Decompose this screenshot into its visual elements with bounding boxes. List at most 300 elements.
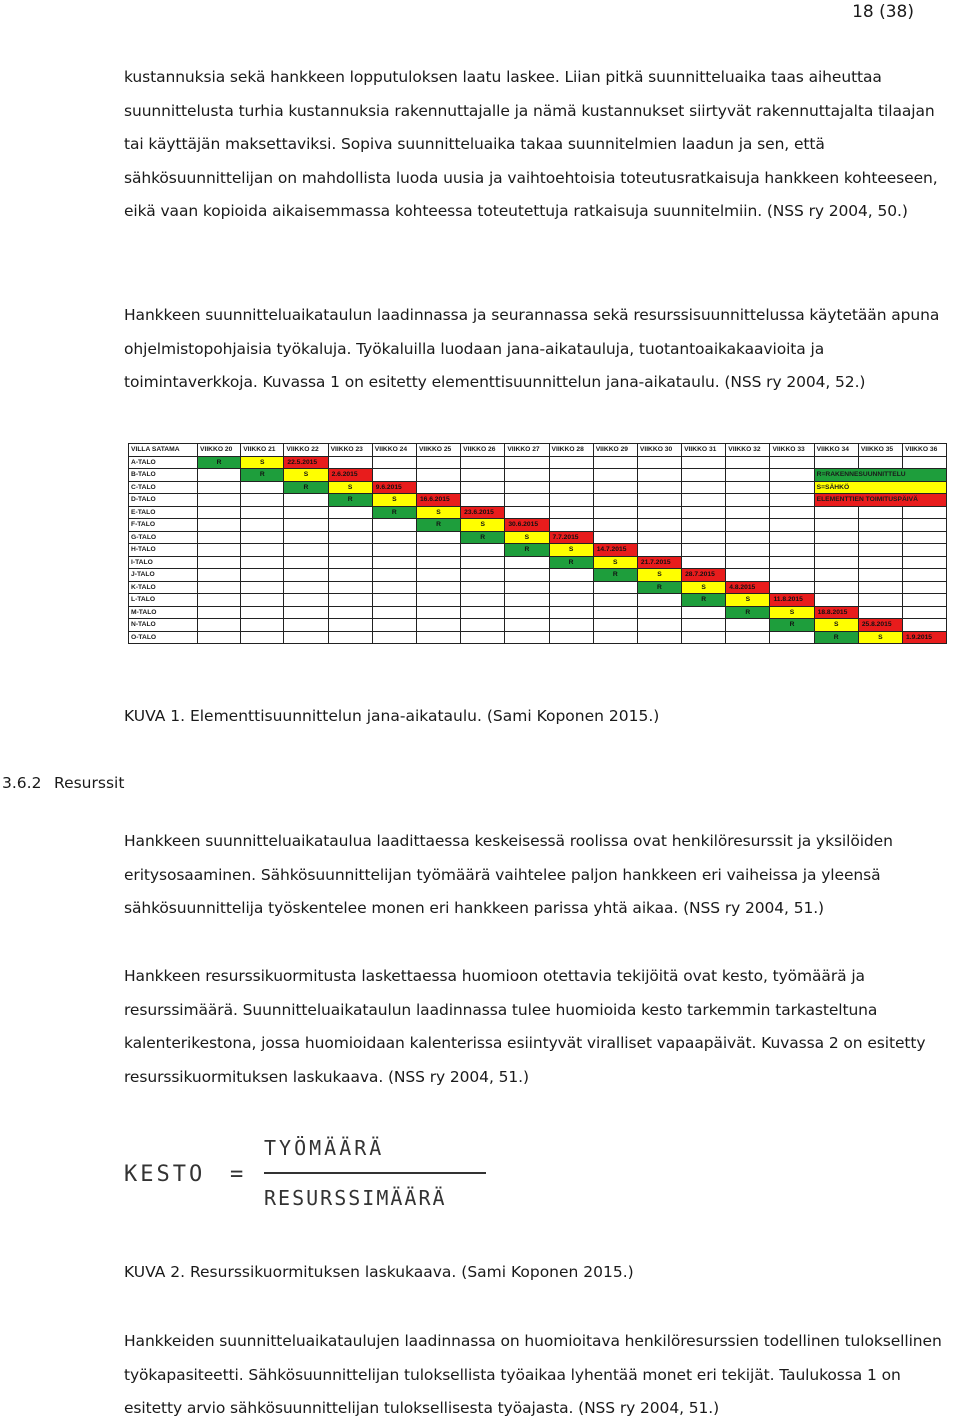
empty-cell <box>241 481 284 494</box>
empty-cell <box>284 494 328 507</box>
empty-cell <box>241 531 284 544</box>
empty-cell <box>682 531 726 544</box>
empty-cell <box>461 619 505 632</box>
empty-cell <box>682 456 726 469</box>
week-header: VIIKKO 33 <box>770 444 814 457</box>
empty-cell <box>726 631 770 644</box>
empty-cell <box>198 569 241 582</box>
empty-cell <box>682 519 726 532</box>
empty-cell <box>770 481 814 494</box>
section-heading <box>2 774 124 792</box>
empty-cell <box>770 469 814 482</box>
empty-cell <box>505 494 549 507</box>
cell-delivery-date: 21.7.2015 <box>637 556 681 569</box>
empty-cell <box>549 581 593 594</box>
empty-cell <box>726 506 770 519</box>
empty-cell <box>858 594 902 607</box>
empty-cell <box>814 531 858 544</box>
empty-cell <box>328 556 372 569</box>
empty-cell <box>284 606 328 619</box>
empty-cell <box>505 594 549 607</box>
cell-delivery-date: 25.8.2015 <box>858 619 902 632</box>
empty-cell <box>637 531 681 544</box>
cell-delivery-date: 2.6.2015 <box>328 469 372 482</box>
empty-cell <box>198 556 241 569</box>
paragraph-5: Hankkeiden suunnitteluaikataulujen laadinnassa on huomioitava henkilöresurssien todellinen tuloksellinen työkapasiteetti. Sähkösuunnittelijan tuloksellista työaikaa lyhentää monet eri tekijät. Taulukossa 1 on esitetty arvio sähkösuunnittelijan tuloksellisesta työajasta. (NSS ry 2004, 51.) <box>124 1332 942 1417</box>
empty-cell <box>903 456 947 469</box>
empty-cell <box>241 544 284 557</box>
empty-cell <box>241 619 284 632</box>
empty-cell <box>416 469 460 482</box>
empty-cell <box>198 594 241 607</box>
empty-cell <box>682 469 726 482</box>
week-header: VIIKKO 27 <box>505 444 549 457</box>
empty-cell <box>814 556 858 569</box>
cell-delivery-date: 11.8.2015 <box>770 594 814 607</box>
formula-numerator: TYÖMÄÄRÄ <box>264 1136 385 1160</box>
empty-cell <box>682 494 726 507</box>
empty-cell <box>814 519 858 532</box>
empty-cell <box>637 594 681 607</box>
empty-cell <box>505 569 549 582</box>
cell-rakenne: R <box>198 456 241 469</box>
schedule-row <box>129 581 947 594</box>
empty-cell <box>328 581 372 594</box>
empty-cell <box>770 531 814 544</box>
empty-cell <box>903 606 947 619</box>
empty-cell <box>593 531 637 544</box>
empty-cell <box>637 519 681 532</box>
cell-rakenne: R <box>593 569 637 582</box>
cell-delivery-date: 18.8.2015 <box>814 606 858 619</box>
empty-cell <box>241 581 284 594</box>
empty-cell <box>241 519 284 532</box>
legend-s: S=SÄHKÖ <box>814 481 947 494</box>
week-header: VIIKKO 21 <box>241 444 284 457</box>
empty-cell <box>328 569 372 582</box>
empty-cell <box>549 469 593 482</box>
empty-cell <box>461 631 505 644</box>
empty-cell <box>903 594 947 607</box>
schedule-row <box>129 506 947 519</box>
empty-cell <box>903 544 947 557</box>
empty-cell <box>637 456 681 469</box>
page-number: 18 (38) <box>852 2 914 22</box>
empty-cell <box>198 619 241 632</box>
cell-sahko: S <box>328 481 372 494</box>
empty-cell <box>505 581 549 594</box>
legend-d: ELEMENTTIEN TOIMITUSPÄIVÄ <box>814 494 947 507</box>
empty-cell <box>284 581 328 594</box>
caption-kuva1: KUVA 1. Elementtisuunnittelun jana-aikataulu. (Sami Koponen 2015.) <box>124 707 660 725</box>
empty-cell <box>461 569 505 582</box>
cell-sahko: S <box>682 581 726 594</box>
schedule-header-row <box>129 444 947 457</box>
cell-sahko: S <box>770 606 814 619</box>
empty-cell <box>637 619 681 632</box>
empty-cell <box>461 594 505 607</box>
empty-cell <box>726 619 770 632</box>
empty-cell <box>549 631 593 644</box>
cell-sahko: S <box>549 544 593 557</box>
cell-rakenne: R <box>637 581 681 594</box>
empty-cell <box>682 631 726 644</box>
empty-cell <box>241 594 284 607</box>
empty-cell <box>505 631 549 644</box>
section-title: Resurssit <box>54 774 125 792</box>
empty-cell <box>637 506 681 519</box>
empty-cell <box>241 569 284 582</box>
week-header: VIIKKO 35 <box>858 444 902 457</box>
empty-cell <box>858 581 902 594</box>
empty-cell <box>903 519 947 532</box>
cell-delivery-date: 1.9.2015 <box>903 631 947 644</box>
empty-cell <box>461 469 505 482</box>
cell-rakenne: R <box>814 631 858 644</box>
fraction-bar <box>264 1172 486 1174</box>
empty-cell <box>858 606 902 619</box>
paragraph-1: kustannuksia sekä hankkeen lopputuloksen laatu laskee. Liian pitkä suunnitteluaika taas aiheuttaa suunnittelusta turhia kustannuksia rakennuttajalle ja nämä kustannukset siirtyvät rakennuttajalta tilaajan tai käyttäjän maksettaviksi. Sopiva suunnitteluaika takaa suunnitelmien laadun ja sen, että sähkösuunnittelijan on mahdollista luoda uusia ja vaihtoehtoisia toteutusratkaisuja hankkeen kohteeseen, eikä vaan kopioida aikaisemmassa kohteessa toteutettuja ratkaisuja suunnitelmiin. (NSS ry 2004, 50.) <box>124 68 938 220</box>
empty-cell <box>461 456 505 469</box>
empty-cell <box>328 631 372 644</box>
cell-sahko: S <box>637 569 681 582</box>
empty-cell <box>770 494 814 507</box>
schedule-row <box>129 469 947 482</box>
building-label: F-TALO <box>129 519 198 532</box>
empty-cell <box>858 506 902 519</box>
empty-cell <box>416 619 460 632</box>
empty-cell <box>284 544 328 557</box>
empty-cell <box>770 569 814 582</box>
week-header: VIIKKO 28 <box>549 444 593 457</box>
empty-cell <box>726 456 770 469</box>
empty-cell <box>241 556 284 569</box>
empty-cell <box>726 469 770 482</box>
empty-cell <box>284 519 328 532</box>
empty-cell <box>814 456 858 469</box>
empty-cell <box>461 581 505 594</box>
empty-cell <box>682 481 726 494</box>
cell-delivery-date: 16.6.2015 <box>416 494 460 507</box>
empty-cell <box>198 481 241 494</box>
paragraph-4: Hankkeen resurssikuormitusta laskettaessa huomioon otettavia tekijöitä ovat kesto, työmäärä ja resurssimäärä. Suunnitteluaikataulun laadinnassa tulee huomioida kesto tarkemmin tarkasteltuna kalenterikestona, jossa huomioidaan kalenterissa esiintyvät viralliset vapaapäivät. Kuvassa 2 on esitetty resurssikuormituksen laskukaava. (NSS ry 2004, 51.) <box>124 967 926 1086</box>
empty-cell <box>372 456 416 469</box>
empty-cell <box>549 569 593 582</box>
cell-rakenne: R <box>416 519 460 532</box>
empty-cell <box>328 606 372 619</box>
empty-cell <box>505 481 549 494</box>
schedule-row <box>129 481 947 494</box>
empty-cell <box>372 581 416 594</box>
schedule-row <box>129 544 947 557</box>
empty-cell <box>328 619 372 632</box>
empty-cell <box>858 556 902 569</box>
cell-delivery-date: 14.7.2015 <box>593 544 637 557</box>
legend-r: R=RAKENNESUUNNITTELU <box>814 469 947 482</box>
empty-cell <box>858 456 902 469</box>
empty-cell <box>549 481 593 494</box>
empty-cell <box>637 606 681 619</box>
empty-cell <box>284 594 328 607</box>
empty-cell <box>328 531 372 544</box>
empty-cell <box>372 569 416 582</box>
week-header: VIIKKO 36 <box>903 444 947 457</box>
schedule-row <box>129 556 947 569</box>
cell-delivery-date: 23.6.2015 <box>461 506 505 519</box>
week-header: VIIKKO 32 <box>726 444 770 457</box>
cell-rakenne: R <box>241 469 284 482</box>
empty-cell <box>416 544 460 557</box>
section-number: 3.6.2 <box>2 774 42 792</box>
week-header: VIIKKO 26 <box>461 444 505 457</box>
empty-cell <box>593 506 637 519</box>
empty-cell <box>461 556 505 569</box>
empty-cell <box>593 594 637 607</box>
empty-cell <box>593 606 637 619</box>
building-label: A-TALO <box>129 456 198 469</box>
empty-cell <box>770 581 814 594</box>
empty-cell <box>198 581 241 594</box>
empty-cell <box>593 469 637 482</box>
empty-cell <box>328 519 372 532</box>
cell-rakenne: R <box>461 531 505 544</box>
building-label: J-TALO <box>129 569 198 582</box>
empty-cell <box>593 619 637 632</box>
caption-kuva2: KUVA 2. Resurssikuormituksen laskukaava. (Sami Koponen 2015.) <box>124 1263 634 1281</box>
empty-cell <box>726 556 770 569</box>
empty-cell <box>198 606 241 619</box>
cell-rakenne: R <box>505 544 549 557</box>
empty-cell <box>372 606 416 619</box>
empty-cell <box>505 619 549 632</box>
empty-cell <box>328 594 372 607</box>
cell-sahko: S <box>505 531 549 544</box>
empty-cell <box>372 519 416 532</box>
building-label: O-TALO <box>129 631 198 644</box>
empty-cell <box>372 469 416 482</box>
empty-cell <box>858 544 902 557</box>
empty-cell <box>284 506 328 519</box>
empty-cell <box>461 494 505 507</box>
empty-cell <box>198 494 241 507</box>
cell-rakenne: R <box>372 506 416 519</box>
schedule-row <box>129 594 947 607</box>
empty-cell <box>858 569 902 582</box>
empty-cell <box>198 631 241 644</box>
empty-cell <box>682 506 726 519</box>
empty-cell <box>770 519 814 532</box>
empty-cell <box>198 519 241 532</box>
empty-cell <box>241 606 284 619</box>
empty-cell <box>549 456 593 469</box>
empty-cell <box>770 631 814 644</box>
building-label: G-TALO <box>129 531 198 544</box>
week-header: VIIKKO 24 <box>372 444 416 457</box>
empty-cell <box>726 481 770 494</box>
empty-cell <box>549 619 593 632</box>
schedule-row <box>129 456 947 469</box>
week-header: VIIKKO 25 <box>416 444 460 457</box>
cell-rakenne: R <box>328 494 372 507</box>
paragraph-3: Hankkeen suunnitteluaikataulua laadittaessa keskeisessä roolissa ovat henkilöresurssit ja yksilöiden eritysosaaminen. Sähkösuunnittelijan työmäärä vaihtelee paljon hankkeen eri vaiheissa ja yleensä sähkösuunnittelija työskentelee monen eri hankkeen parissa yhtä aikaa. (NSS ry 2004, 51.) <box>124 832 893 917</box>
cell-sahko: S <box>814 619 858 632</box>
cell-sahko: S <box>593 556 637 569</box>
schedule-row <box>129 519 947 532</box>
empty-cell <box>416 569 460 582</box>
week-header: VIIKKO 31 <box>682 444 726 457</box>
empty-cell <box>682 544 726 557</box>
empty-cell <box>416 581 460 594</box>
empty-cell <box>328 506 372 519</box>
cell-rakenne: R <box>682 594 726 607</box>
building-label: K-TALO <box>129 581 198 594</box>
empty-cell <box>903 619 947 632</box>
cell-sahko: S <box>284 469 328 482</box>
empty-cell <box>682 619 726 632</box>
empty-cell <box>682 606 726 619</box>
empty-cell <box>372 556 416 569</box>
empty-cell <box>461 544 505 557</box>
empty-cell <box>284 556 328 569</box>
empty-cell <box>814 506 858 519</box>
cell-delivery-date: 4.8.2015 <box>726 581 770 594</box>
week-header: VIIKKO 30 <box>637 444 681 457</box>
paragraph-2: Hankkeen suunnitteluaikataulun laadinnassa ja seurannassa sekä resurssisuunnittelussa käytetään apuna ohjelmistopohjaisia työkaluja. Työkaluilla luodaan jana-aikatauluja, tuotantoaikakaavioita ja toimintaverkkoja. Kuvassa 1 on esitetty elementtisuunnittelun jana-aikataulu. (NSS ry 2004, 52.) <box>124 306 940 391</box>
building-label: I-TALO <box>129 556 198 569</box>
empty-cell <box>198 531 241 544</box>
empty-cell <box>198 469 241 482</box>
empty-cell <box>372 631 416 644</box>
cell-sahko: S <box>726 594 770 607</box>
schedule-table <box>128 443 947 644</box>
empty-cell <box>284 531 328 544</box>
empty-cell <box>416 606 460 619</box>
cell-sahko: S <box>461 519 505 532</box>
empty-cell <box>416 531 460 544</box>
building-label: D-TALO <box>129 494 198 507</box>
empty-cell <box>372 594 416 607</box>
week-header: VIIKKO 22 <box>284 444 328 457</box>
empty-cell <box>770 544 814 557</box>
empty-cell <box>593 481 637 494</box>
empty-cell <box>416 456 460 469</box>
schedule-row <box>129 494 947 507</box>
building-label: C-TALO <box>129 481 198 494</box>
empty-cell <box>372 544 416 557</box>
empty-cell <box>682 556 726 569</box>
cell-rakenne: R <box>726 606 770 619</box>
building-label: E-TALO <box>129 506 198 519</box>
empty-cell <box>637 544 681 557</box>
empty-cell <box>814 569 858 582</box>
empty-cell <box>241 506 284 519</box>
empty-cell <box>549 506 593 519</box>
empty-cell <box>241 494 284 507</box>
empty-cell <box>372 531 416 544</box>
schedule-row <box>129 531 947 544</box>
empty-cell <box>372 619 416 632</box>
schedule-corner: VILLA SATAMA <box>129 444 198 457</box>
cell-rakenne: R <box>770 619 814 632</box>
cell-sahko: S <box>858 631 902 644</box>
empty-cell <box>858 531 902 544</box>
empty-cell <box>903 581 947 594</box>
formula-lhs: KESTO <box>124 1162 206 1187</box>
cell-delivery-date: 30.6.2015 <box>505 519 549 532</box>
week-header: VIIKKO 23 <box>328 444 372 457</box>
empty-cell <box>505 556 549 569</box>
empty-cell <box>549 519 593 532</box>
week-header: VIIKKO 29 <box>593 444 637 457</box>
empty-cell <box>637 481 681 494</box>
schedule-row <box>129 606 947 619</box>
empty-cell <box>637 469 681 482</box>
empty-cell <box>726 519 770 532</box>
cell-delivery-date: 28.7.2015 <box>682 569 726 582</box>
empty-cell <box>903 506 947 519</box>
cell-rakenne: R <box>549 556 593 569</box>
building-label: M-TALO <box>129 606 198 619</box>
cell-delivery-date: 7.7.2015 <box>549 531 593 544</box>
empty-cell <box>549 594 593 607</box>
empty-cell <box>593 581 637 594</box>
resource-formula <box>124 1132 504 1222</box>
empty-cell <box>770 556 814 569</box>
empty-cell <box>903 531 947 544</box>
empty-cell <box>461 606 505 619</box>
empty-cell <box>814 581 858 594</box>
empty-cell <box>505 506 549 519</box>
empty-cell <box>416 556 460 569</box>
empty-cell <box>416 594 460 607</box>
empty-cell <box>241 631 284 644</box>
cell-sahko: S <box>416 506 460 519</box>
schedule-row <box>129 631 947 644</box>
building-label: H-TALO <box>129 544 198 557</box>
empty-cell <box>549 606 593 619</box>
week-header: VIIKKO 34 <box>814 444 858 457</box>
cell-delivery-date: 9.6.2015 <box>372 481 416 494</box>
empty-cell <box>858 519 902 532</box>
empty-cell <box>637 494 681 507</box>
empty-cell <box>416 631 460 644</box>
cell-sahko: S <box>372 494 416 507</box>
empty-cell <box>637 631 681 644</box>
empty-cell <box>416 481 460 494</box>
empty-cell <box>505 469 549 482</box>
cell-rakenne: R <box>284 481 328 494</box>
empty-cell <box>593 631 637 644</box>
empty-cell <box>328 456 372 469</box>
empty-cell <box>726 569 770 582</box>
cell-sahko: S <box>241 456 284 469</box>
empty-cell <box>903 556 947 569</box>
empty-cell <box>198 506 241 519</box>
cell-delivery-date: 22.5.2015 <box>284 456 328 469</box>
empty-cell <box>814 544 858 557</box>
empty-cell <box>814 594 858 607</box>
schedule-row <box>129 569 947 582</box>
empty-cell <box>770 456 814 469</box>
empty-cell <box>505 606 549 619</box>
empty-cell <box>726 531 770 544</box>
building-label: B-TALO <box>129 469 198 482</box>
empty-cell <box>593 519 637 532</box>
empty-cell <box>770 506 814 519</box>
building-label: N-TALO <box>129 619 198 632</box>
empty-cell <box>328 544 372 557</box>
formula-equals: = <box>230 1162 244 1187</box>
